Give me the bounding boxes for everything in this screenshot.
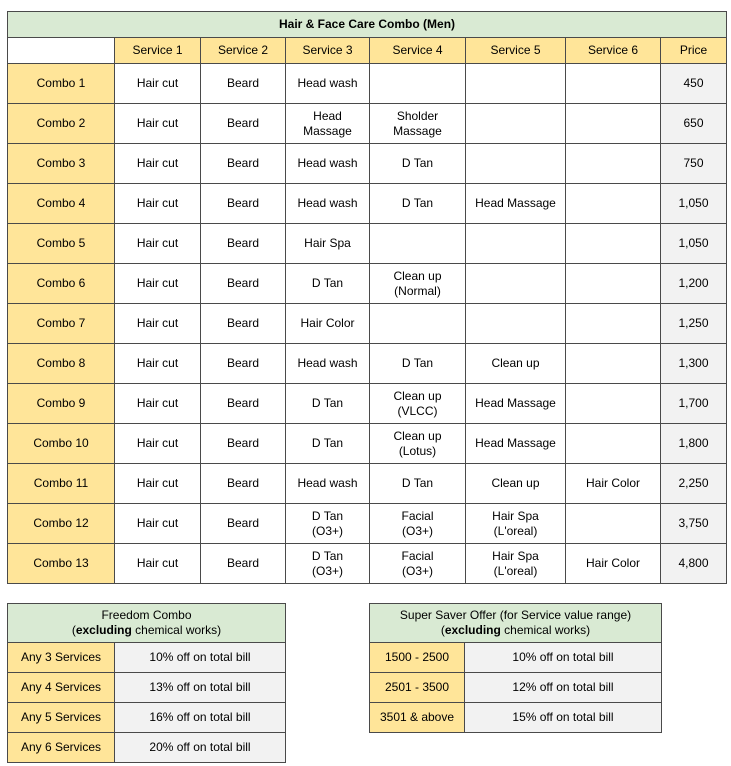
service-6-cell <box>566 224 661 264</box>
service-2-cell: Beard <box>201 544 286 584</box>
service-6-cell: Hair Color <box>566 544 661 584</box>
freedom-combo-row <box>8 643 286 673</box>
service-6-cell <box>566 64 661 104</box>
freedom-combo-discount-cell: 13% off on total bill <box>115 673 286 703</box>
column-header: Service 6 <box>566 38 661 64</box>
combo-name-cell: Combo 12 <box>8 504 115 544</box>
service-5-cell <box>466 264 566 304</box>
service-2-cell: Beard <box>201 504 286 544</box>
service-3-cell: Head wash <box>286 464 370 504</box>
combo-name-cell: Combo 8 <box>8 344 115 384</box>
table-row <box>8 464 727 504</box>
service-4-cell: Clean up (Normal) <box>370 264 466 304</box>
column-header: Service 2 <box>201 38 286 64</box>
service-5-cell <box>466 64 566 104</box>
price-cell: 1,050 <box>661 224 727 264</box>
service-2-cell: Beard <box>201 104 286 144</box>
header-corner <box>8 38 115 64</box>
freedom-combo-discount-cell: 10% off on total bill <box>115 643 286 673</box>
column-header: Service 1 <box>115 38 201 64</box>
table-row <box>8 104 727 144</box>
service-5-cell: Head Massage <box>466 384 566 424</box>
combo-name-cell: Combo 2 <box>8 104 115 144</box>
service-4-cell: D Tan <box>370 464 466 504</box>
service-6-cell <box>566 304 661 344</box>
service-4-cell: Clean up (VLCC) <box>370 384 466 424</box>
service-6-cell <box>566 504 661 544</box>
column-header: Service 3 <box>286 38 370 64</box>
price-cell: 1,300 <box>661 344 727 384</box>
service-6-cell: Hair Color <box>566 464 661 504</box>
table-row <box>8 504 727 544</box>
table-row <box>8 264 727 304</box>
column-header: Service 4 <box>370 38 466 64</box>
service-5-cell: Clean up <box>466 344 566 384</box>
service-6-cell <box>566 384 661 424</box>
super-saver-discount-cell: 15% off on total bill <box>465 703 662 733</box>
service-4-cell <box>370 224 466 264</box>
price-cell: 750 <box>661 144 727 184</box>
freedom-combo-title: Freedom Combo <box>101 608 192 622</box>
freedom-combo-label-cell: Any 3 Services <box>8 643 115 673</box>
combo-name-cell: Combo 9 <box>8 384 115 424</box>
combo-name-cell: Combo 5 <box>8 224 115 264</box>
combo-name-cell: Combo 11 <box>8 464 115 504</box>
service-4-cell: Facial (O3+) <box>370 544 466 584</box>
combo-name-cell: Combo 6 <box>8 264 115 304</box>
service-5-cell <box>466 304 566 344</box>
service-6-cell <box>566 424 661 464</box>
service-5-cell: Hair Spa (L'oreal) <box>466 544 566 584</box>
service-1-cell: Hair cut <box>115 144 201 184</box>
service-1-cell: Hair cut <box>115 424 201 464</box>
service-6-cell <box>566 184 661 224</box>
column-header: Price <box>661 38 727 64</box>
super-saver-header <box>370 604 662 643</box>
service-1-cell: Hair cut <box>115 264 201 304</box>
freedom-combo-row <box>8 703 286 733</box>
table-row <box>8 64 727 104</box>
freedom-combo-label-cell: Any 6 Services <box>8 733 115 763</box>
service-4-cell: D Tan <box>370 144 466 184</box>
price-cell: 1,050 <box>661 184 727 224</box>
freedom-combo-note: (excluding chemical works) <box>71 623 222 637</box>
combo-name-cell: Combo 1 <box>8 64 115 104</box>
service-3-cell: D Tan <box>286 384 370 424</box>
service-1-cell: Hair cut <box>115 224 201 264</box>
service-1-cell: Hair cut <box>115 104 201 144</box>
combo-name-cell: Combo 4 <box>8 184 115 224</box>
service-4-cell: Sholder Massage <box>370 104 466 144</box>
freedom-combo-header <box>8 604 286 643</box>
combo-name-cell: Combo 13 <box>8 544 115 584</box>
service-1-cell: Hair cut <box>115 64 201 104</box>
table-row <box>8 184 727 224</box>
service-1-cell: Hair cut <box>115 384 201 424</box>
freedom-combo-discount-cell: 20% off on total bill <box>115 733 286 763</box>
service-4-cell: Clean up (Lotus) <box>370 424 466 464</box>
combo-name-cell: Combo 3 <box>8 144 115 184</box>
column-header: Service 5 <box>466 38 566 64</box>
service-3-cell: D Tan <box>286 264 370 304</box>
service-1-cell: Hair cut <box>115 464 201 504</box>
service-6-cell <box>566 104 661 144</box>
service-5-cell <box>466 144 566 184</box>
service-3-cell: D Tan <box>286 424 370 464</box>
freedom-combo-label-cell: Any 4 Services <box>8 673 115 703</box>
service-4-cell <box>370 64 466 104</box>
service-3-cell: Head Massage <box>286 104 370 144</box>
super-saver-row <box>370 703 662 733</box>
price-cell: 1,250 <box>661 304 727 344</box>
service-5-cell: Head Massage <box>466 184 566 224</box>
price-cell: 1,700 <box>661 384 727 424</box>
super-saver-discount-cell: 12% off on total bill <box>465 673 662 703</box>
service-3-cell: D Tan (O3+) <box>286 504 370 544</box>
service-3-cell: Hair Spa <box>286 224 370 264</box>
super-saver-table <box>369 603 662 733</box>
super-saver-note: (excluding chemical works) <box>440 623 591 637</box>
service-3-cell: D Tan (O3+) <box>286 544 370 584</box>
combo-name-cell: Combo 10 <box>8 424 115 464</box>
service-3-cell: Head wash <box>286 184 370 224</box>
service-2-cell: Beard <box>201 464 286 504</box>
service-6-cell <box>566 144 661 184</box>
service-1-cell: Hair cut <box>115 504 201 544</box>
price-cell: 450 <box>661 64 727 104</box>
service-6-cell <box>566 264 661 304</box>
service-4-cell: D Tan <box>370 344 466 384</box>
freedom-combo-label-cell: Any 5 Services <box>8 703 115 733</box>
service-2-cell: Beard <box>201 424 286 464</box>
super-saver-discount-cell: 10% off on total bill <box>465 643 662 673</box>
combo-price-table <box>7 11 727 584</box>
price-cell: 4,800 <box>661 544 727 584</box>
table-row <box>8 144 727 184</box>
service-4-cell: D Tan <box>370 184 466 224</box>
table-title: Hair & Face Care Combo (Men) <box>8 12 727 38</box>
service-3-cell: Head wash <box>286 64 370 104</box>
service-1-cell: Hair cut <box>115 344 201 384</box>
price-cell: 2,250 <box>661 464 727 504</box>
service-2-cell: Beard <box>201 344 286 384</box>
super-saver-label-cell: 2501 - 3500 <box>370 673 465 703</box>
service-5-cell <box>466 104 566 144</box>
super-saver-row <box>370 673 662 703</box>
service-1-cell: Hair cut <box>115 304 201 344</box>
service-2-cell: Beard <box>201 264 286 304</box>
service-2-cell: Beard <box>201 144 286 184</box>
table-row <box>8 304 727 344</box>
service-4-cell <box>370 304 466 344</box>
price-cell: 650 <box>661 104 727 144</box>
price-cell: 3,750 <box>661 504 727 544</box>
service-6-cell <box>566 344 661 384</box>
table-row <box>8 224 727 264</box>
service-5-cell: Clean up <box>466 464 566 504</box>
super-saver-row <box>370 643 662 673</box>
service-1-cell: Hair cut <box>115 544 201 584</box>
service-1-cell: Hair cut <box>115 184 201 224</box>
super-saver-label-cell: 1500 - 2500 <box>370 643 465 673</box>
service-3-cell: Hair Color <box>286 304 370 344</box>
service-4-cell: Facial (O3+) <box>370 504 466 544</box>
freedom-combo-row <box>8 673 286 703</box>
service-2-cell: Beard <box>201 224 286 264</box>
service-5-cell: Head Massage <box>466 424 566 464</box>
table-row <box>8 384 727 424</box>
freedom-combo-row <box>8 733 286 763</box>
service-2-cell: Beard <box>201 304 286 344</box>
service-5-cell <box>466 224 566 264</box>
freedom-combo-discount-cell: 16% off on total bill <box>115 703 286 733</box>
service-3-cell: Head wash <box>286 344 370 384</box>
service-2-cell: Beard <box>201 64 286 104</box>
table-row <box>8 424 727 464</box>
price-cell: 1,200 <box>661 264 727 304</box>
table-row <box>8 544 727 584</box>
super-saver-label-cell: 3501 & above <box>370 703 465 733</box>
table-row <box>8 344 727 384</box>
freedom-combo-table <box>7 603 286 763</box>
super-saver-title: Super Saver Offer (for Service value range) <box>399 608 632 622</box>
service-2-cell: Beard <box>201 384 286 424</box>
price-cell: 1,800 <box>661 424 727 464</box>
service-3-cell: Head wash <box>286 144 370 184</box>
combo-name-cell: Combo 7 <box>8 304 115 344</box>
service-5-cell: Hair Spa (L'oreal) <box>466 504 566 544</box>
service-2-cell: Beard <box>201 184 286 224</box>
